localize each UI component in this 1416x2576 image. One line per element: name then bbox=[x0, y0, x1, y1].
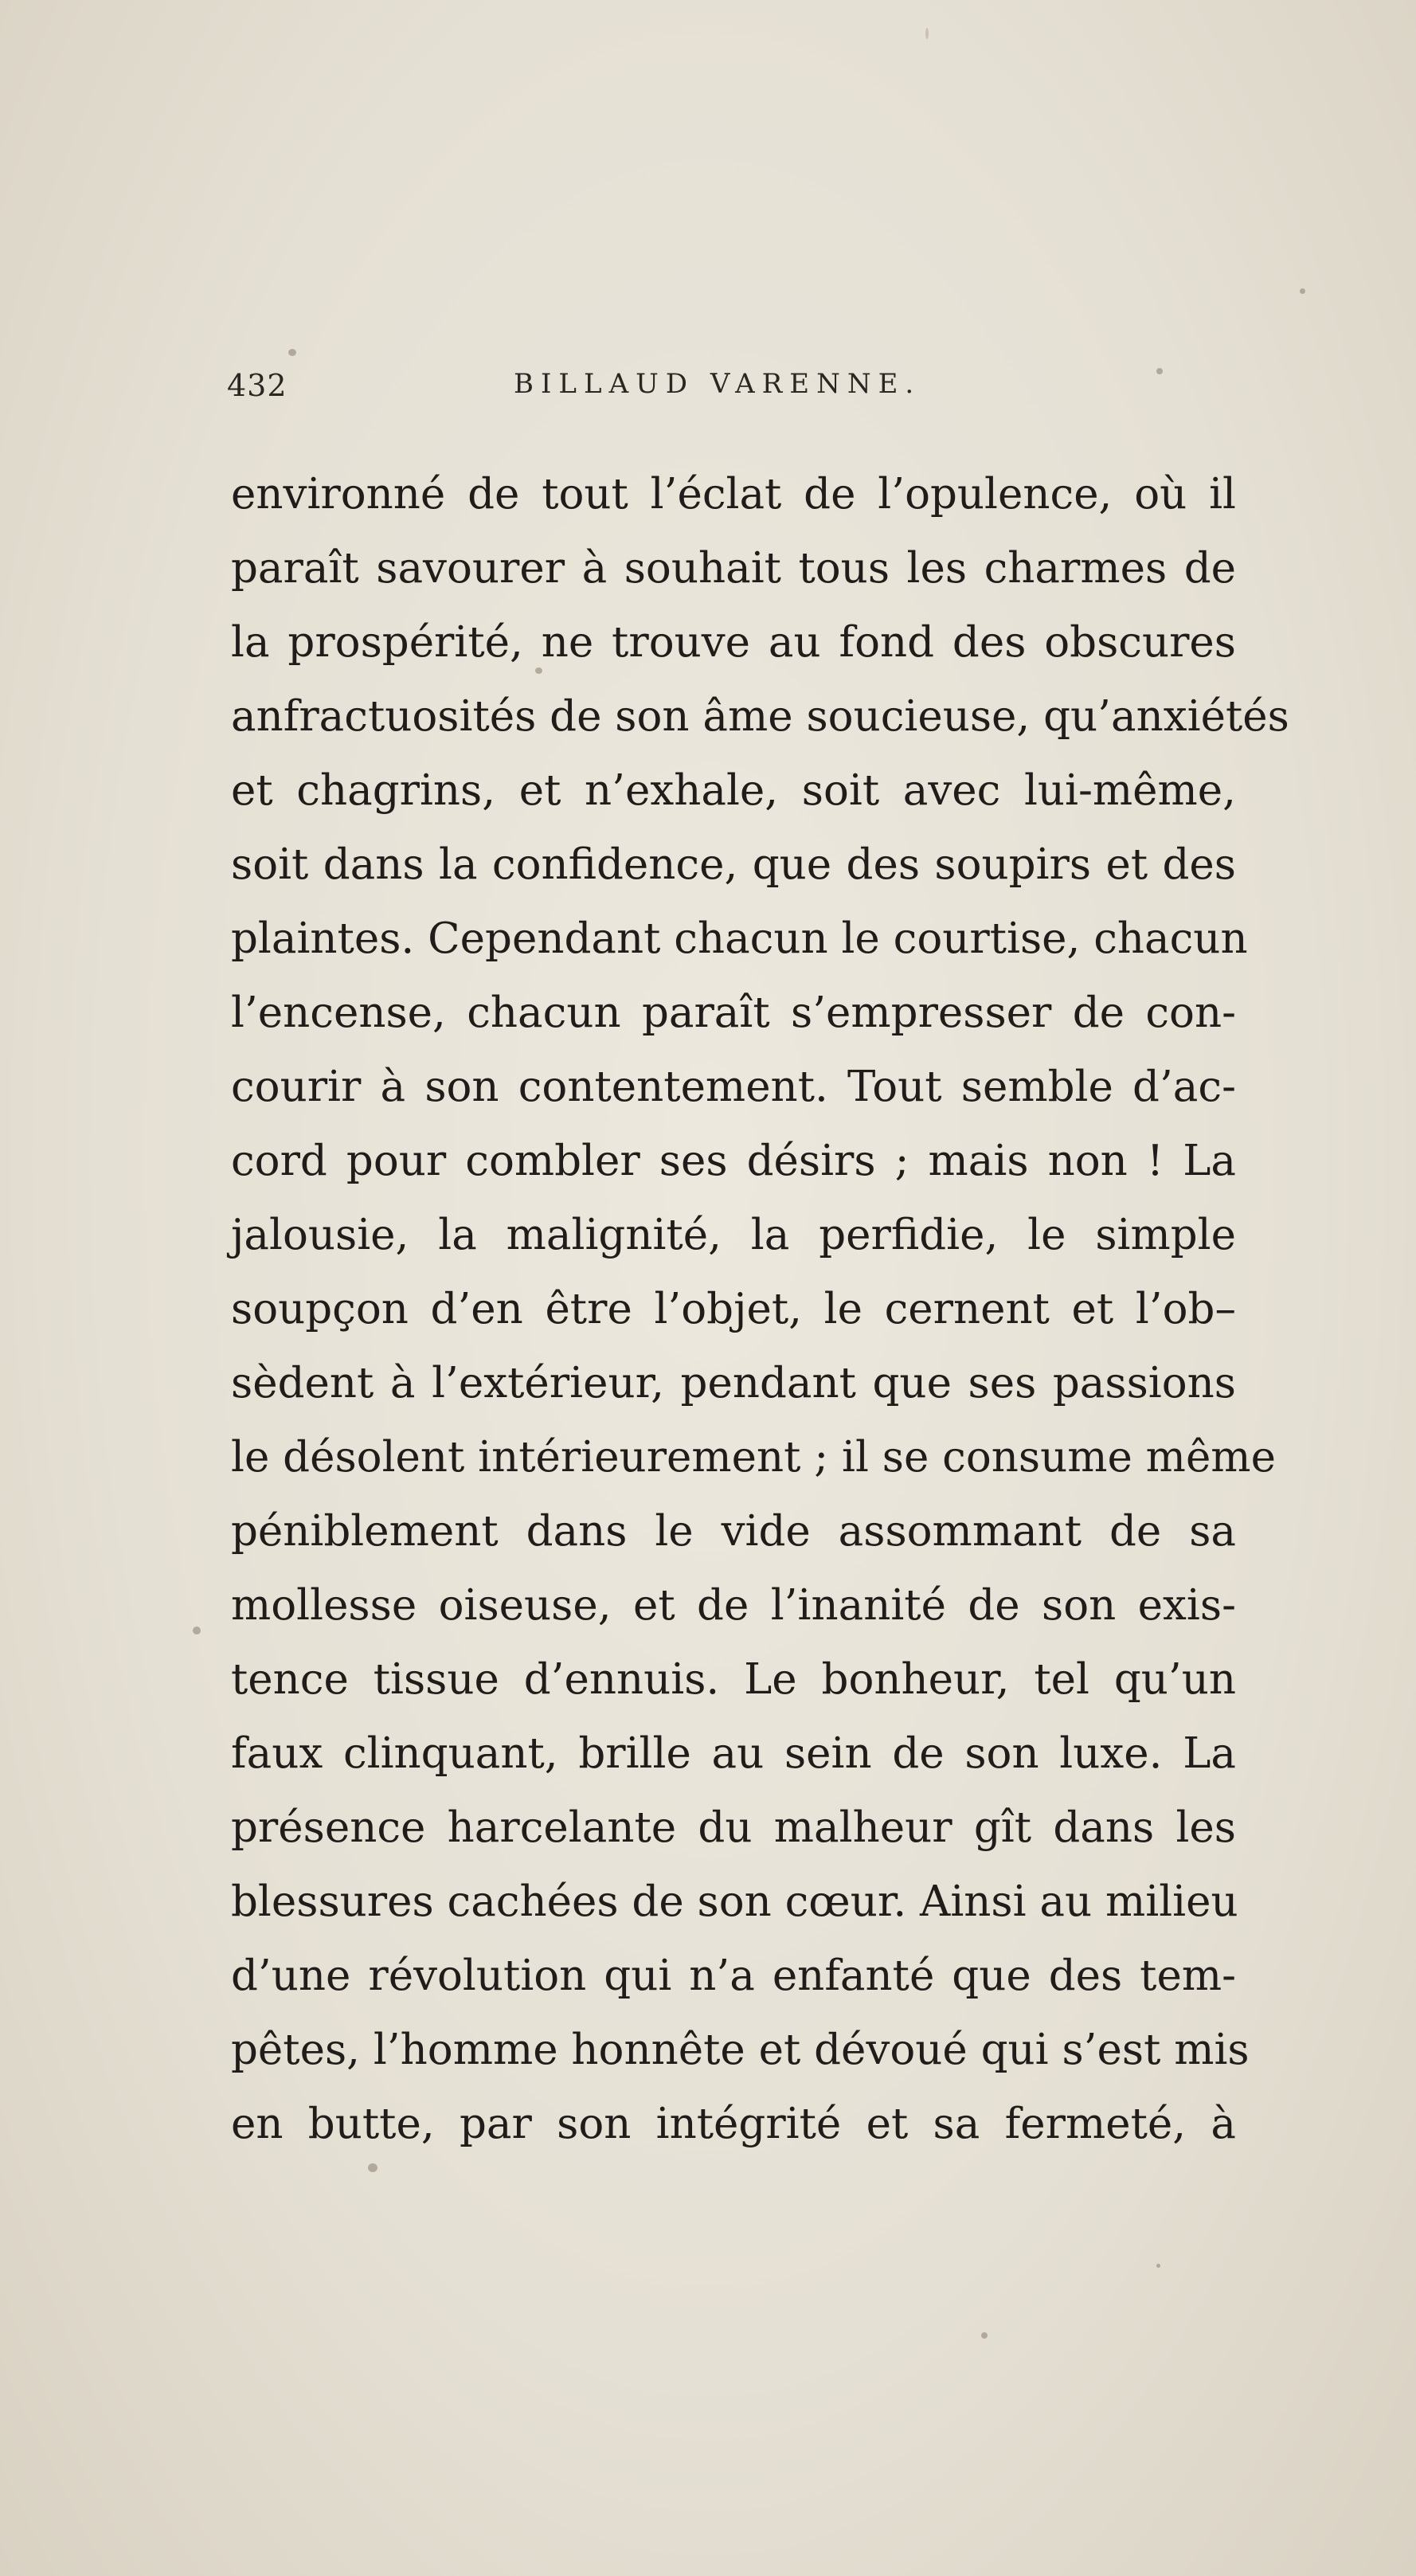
text-line: pêtes, l’homme honnête et dévoué qui s’est mis bbox=[231, 2026, 1250, 2074]
paper-speck bbox=[1300, 288, 1305, 294]
paper-speck bbox=[193, 1627, 201, 1634]
text-line: d’une révolution qui n’a enfanté que des tem- bbox=[231, 1952, 1236, 2000]
text-line: cord pour combler ses désirs ; mais non ! La bbox=[231, 1137, 1236, 1185]
text-line: sèdent à l’extérieur, pendant que ses passions bbox=[231, 1359, 1236, 1407]
text-line: présence harcelante du malheur gît dans les bbox=[231, 1803, 1236, 1852]
text-line: et chagrins, et n’exhale, soit avec lui-même, bbox=[231, 766, 1236, 815]
text-line: faux clinquant, brille au sein de son luxe. La bbox=[231, 1729, 1236, 1778]
text-line: blessures cachées de son cœur. Ainsi au milieu bbox=[231, 1877, 1238, 1926]
paper-speck bbox=[535, 667, 542, 674]
text-line: jalousie, la malignité, la perfidie, le simple bbox=[231, 1211, 1236, 1259]
paper-speck bbox=[981, 2332, 988, 2339]
text-line: courir à son contentement. Tout semble d’ac- bbox=[231, 1063, 1236, 1111]
text-line: environné de tout l’éclat de l’opulence, où il bbox=[231, 470, 1236, 519]
text-line: en butte, par son intégrité et sa fermeté, à bbox=[231, 2100, 1236, 2148]
text-line: mollesse oiseuse, et de l’inanité de son exis- bbox=[231, 1581, 1236, 1630]
page-header bbox=[227, 368, 1238, 416]
text-line: péniblement dans le vide assommant de sa bbox=[231, 1507, 1236, 1556]
paper-speck bbox=[1156, 2264, 1160, 2268]
body-text bbox=[231, 457, 1289, 2161]
paper-speck bbox=[1156, 368, 1163, 374]
paper-speck bbox=[288, 349, 296, 356]
paper-speck bbox=[368, 2163, 377, 2172]
text-line: le désolent intérieurement ; il se consume même bbox=[231, 1433, 1276, 1482]
page-number: 432 bbox=[227, 368, 288, 403]
text-line: anfractuosités de son âme soucieuse, qu’anxiétés bbox=[231, 692, 1289, 741]
text-line: paraît savourer à souhait tous les charmes de bbox=[231, 544, 1236, 593]
text-line: soupçon d’en être l’objet, le cernent et l’ob– bbox=[231, 1285, 1236, 1333]
text-line: la prospérité, ne trouve au fond des obscures bbox=[231, 618, 1236, 667]
text-line: soit dans la confidence, que des soupirs et des bbox=[231, 840, 1236, 889]
paper-speck bbox=[925, 28, 929, 39]
running-title: BILLAUD VARENNE. bbox=[514, 368, 921, 400]
text-line: plaintes. Cependant chacun le courtise, chacun bbox=[231, 914, 1248, 963]
text-line: tence tissue d’ennuis. Le bonheur, tel qu’un bbox=[231, 1655, 1236, 1704]
text-line: l’encense, chacun paraît s’empresser de con- bbox=[231, 989, 1236, 1037]
